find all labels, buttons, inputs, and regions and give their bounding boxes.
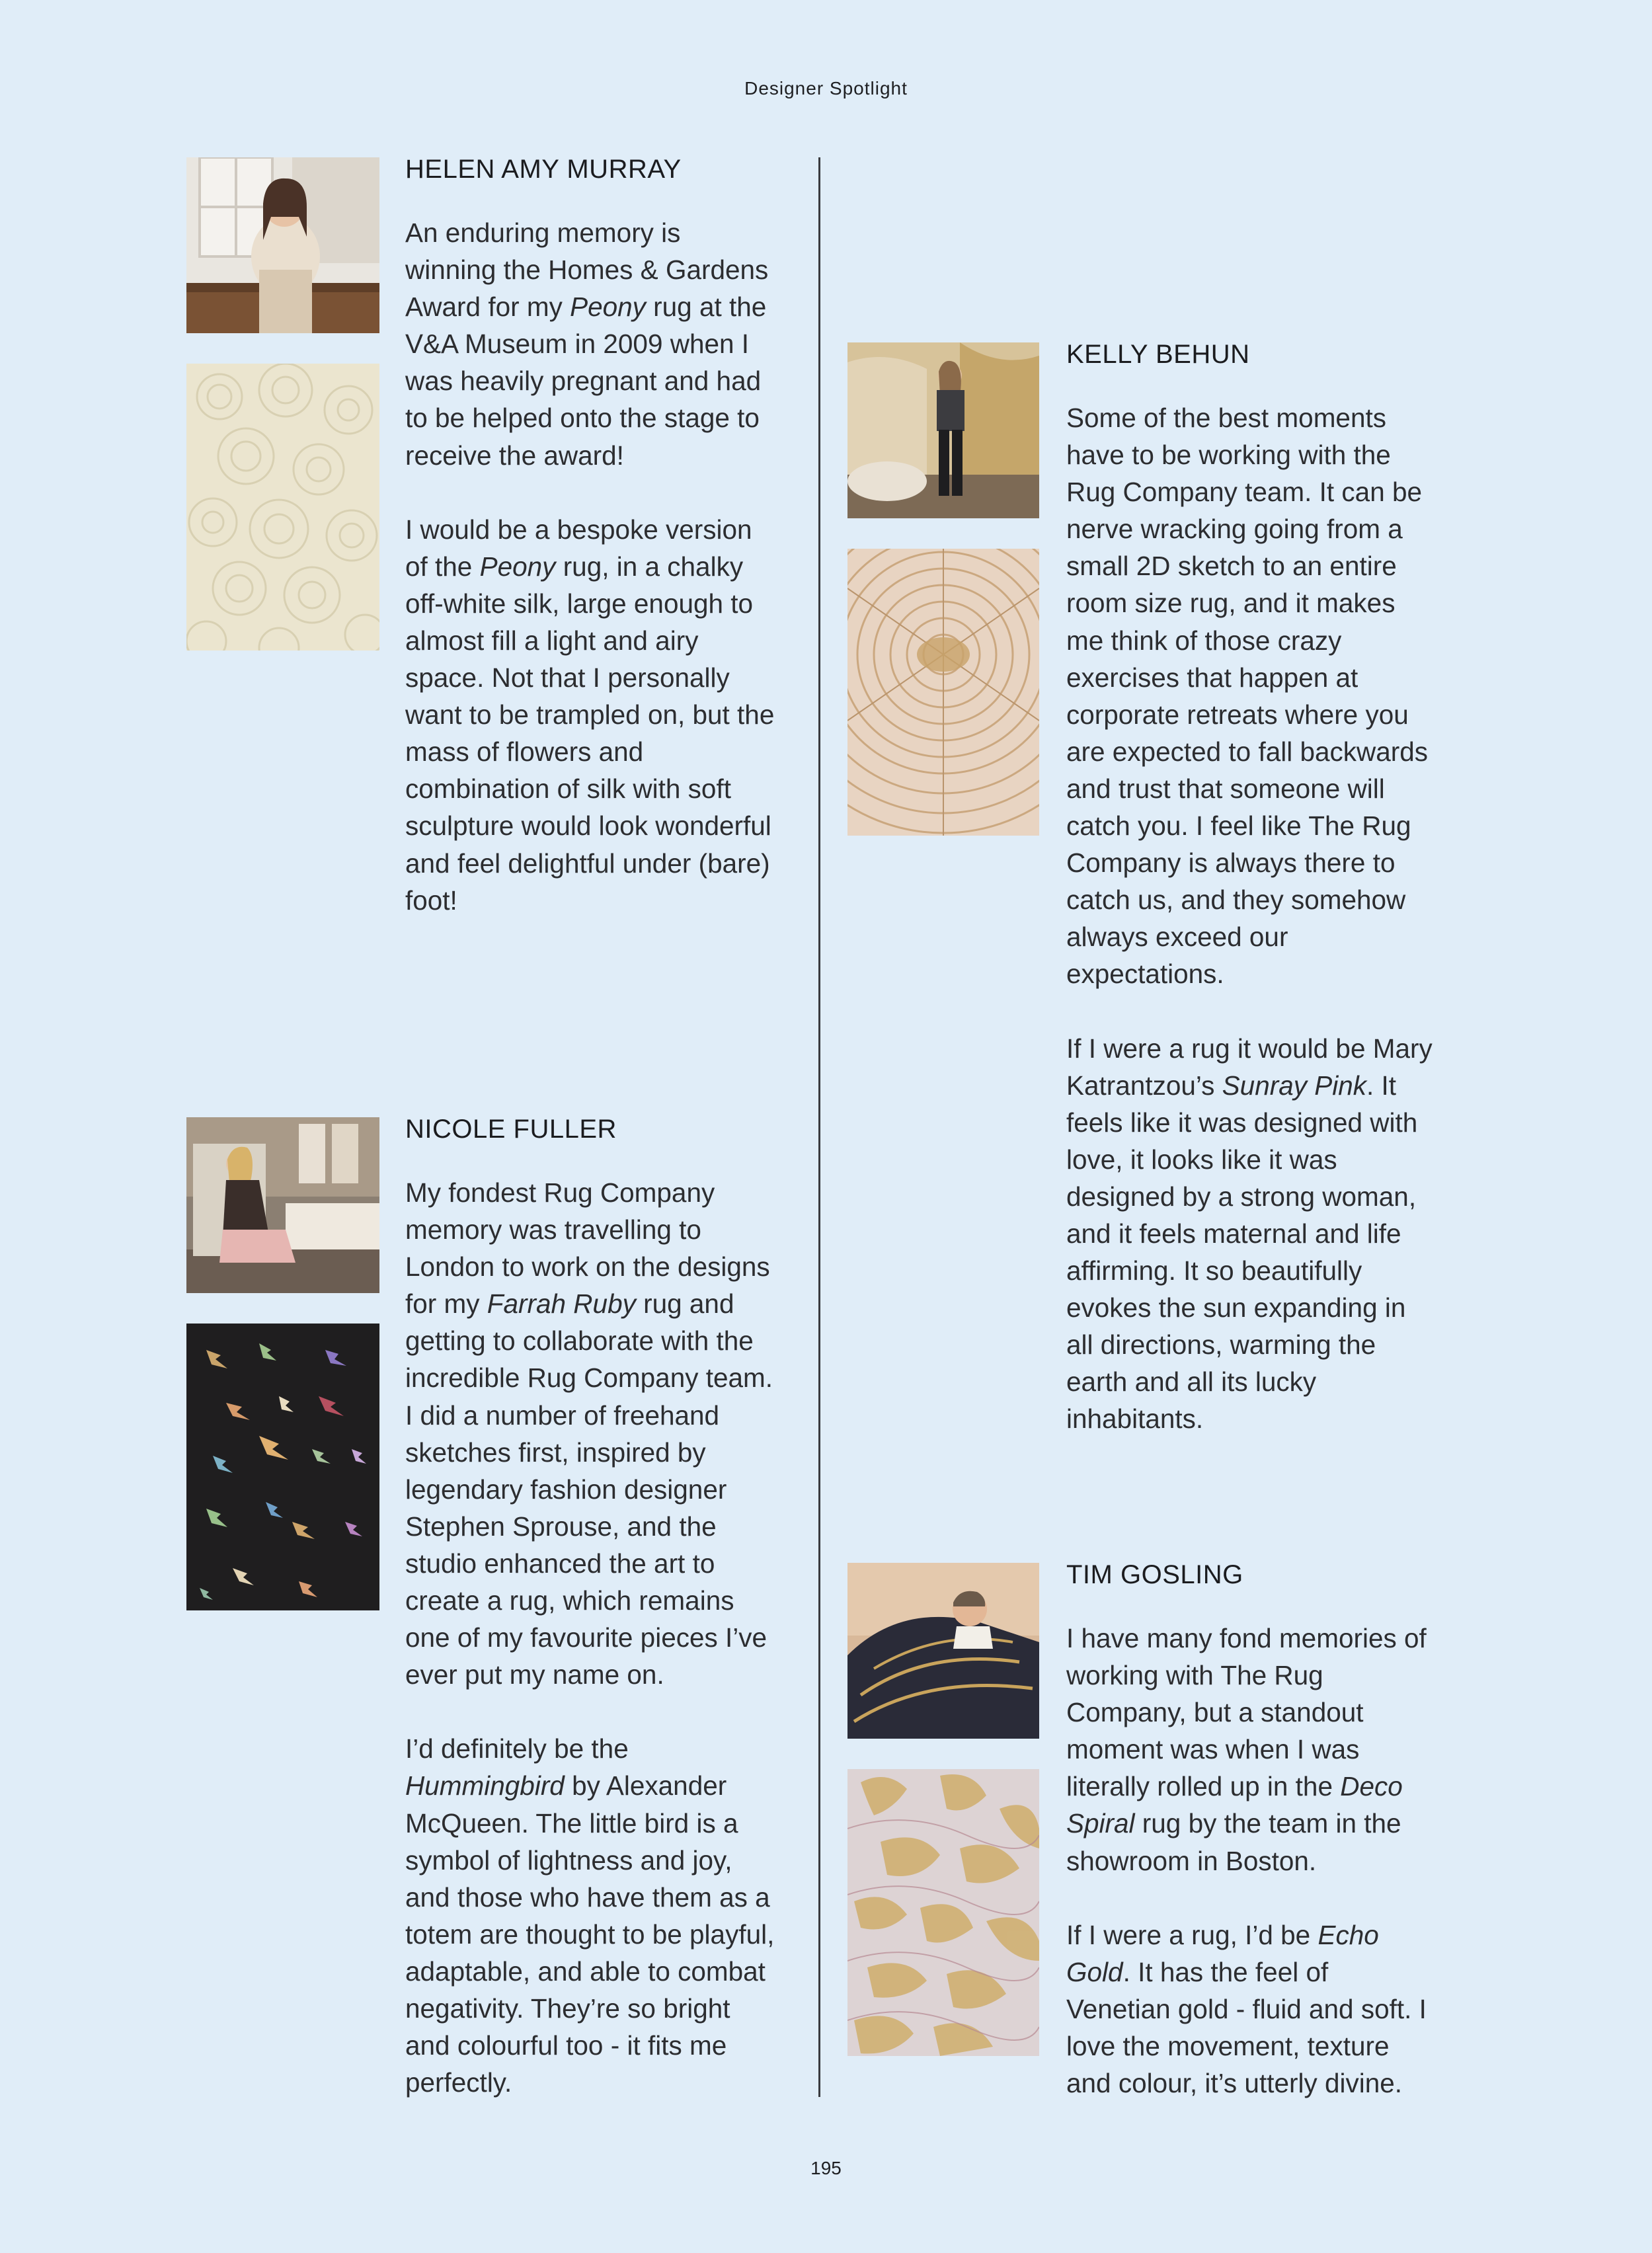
designer-entry-tim-gosling: [1066, 1556, 1436, 2139]
designer-name: KELLY BEHUN: [1066, 340, 1250, 369]
section-title: Designer Spotlight: [744, 78, 908, 99]
portrait-photo: [847, 342, 1039, 518]
designer-paragraph: An enduring memory is winning the Homes & Gardens Award for my Peony rug at the V&A Museum in 2009 when I was heavily pregnant and had to be helped onto the stage to receive the award!: [405, 217, 769, 471]
portrait-photo: [186, 1117, 379, 1293]
designer-paragraph: If I were a rug, I’d be Echo Gold. It has the feel of Venetian gold - fluid and soft. I love the movement, texture and colour, it’s utterly divine.: [1066, 1919, 1427, 2099]
designer-entry-kelly-behun: [1066, 336, 1436, 1475]
designer-name: TIM GOSLING: [1066, 1560, 1243, 1589]
column-divider: [818, 157, 820, 2097]
portrait-photo: [847, 1563, 1039, 1739]
designer-paragraph: I have many fond memories of working with The Rug Company, but a standout moment was when I was literally rolled up in the Deco Spiral rug by the team in the showroom in Boston.: [1066, 1623, 1427, 1876]
designer-paragraph: If I were a rug it would be Mary Katrantzou’s Sunray Pink. It feels like it was designed with love, it looks like it was designed by a strong woman, and it feels maternal and life affirming. It so beautifully evokes the sun expanding in all directions, warming the earth and all its lucky inhabitants.: [1066, 1033, 1433, 1435]
designer-paragraph: My fondest Rug Company memory was travelling to London to work on the designs for my Farrah Ruby rug and getting to collaborate with the incredible Rug Company team. I did a number of freehand sketches first, inspired by legendary fashion designer Stephen Sprouse, and the studio enhanced the art to create a rug, which remains one of my favourite pieces I’ve ever put my name on.: [405, 1177, 773, 1690]
designer-name: NICOLE FULLER: [405, 1115, 617, 1144]
rug-photo: [186, 1324, 379, 1610]
rug-photo: [847, 1769, 1039, 2056]
designer-entry-helen-amy-murray: [405, 151, 775, 956]
designer-name: HELEN AMY MURRAY: [405, 155, 682, 184]
designer-entry-nicole-fuller: [405, 1111, 775, 2138]
page-number: 195: [810, 2158, 842, 2178]
designer-paragraph: I would be a bespoke version of the Peony rug, in a chalky off-white silk, large enough to almost fill a light and airy space. Not that I personally want to be trampled on, but the mass of flowers and combination of silk with soft sculpture would look wonderful and feel delightful under (bare) foot!: [405, 514, 775, 916]
portrait-photo: [186, 157, 379, 333]
designer-paragraph: Some of the best moments have to be working with the Rug Company team. It can be nerve wracking going from a small 2D sketch to an entire room size rug, and it makes me think of those crazy exercises that happen at corporate retreats where you are expected to fall backwards and trust that someone will catch you. I feel like The Rug Company is always there to catch us, and they somehow always exceed our expectations.: [1066, 403, 1429, 990]
rug-photo: [847, 549, 1039, 836]
designer-paragraph: I’d definitely be the Hummingbird by Alexander McQueen. The little bird is a symbol of lightness and joy, and those who have them as a totem are thought to be playful, adaptable, and able to combat negativity. They’re so bright and colourful too - it fits me perfectly.: [405, 1733, 775, 2098]
rug-photo: [186, 364, 379, 651]
